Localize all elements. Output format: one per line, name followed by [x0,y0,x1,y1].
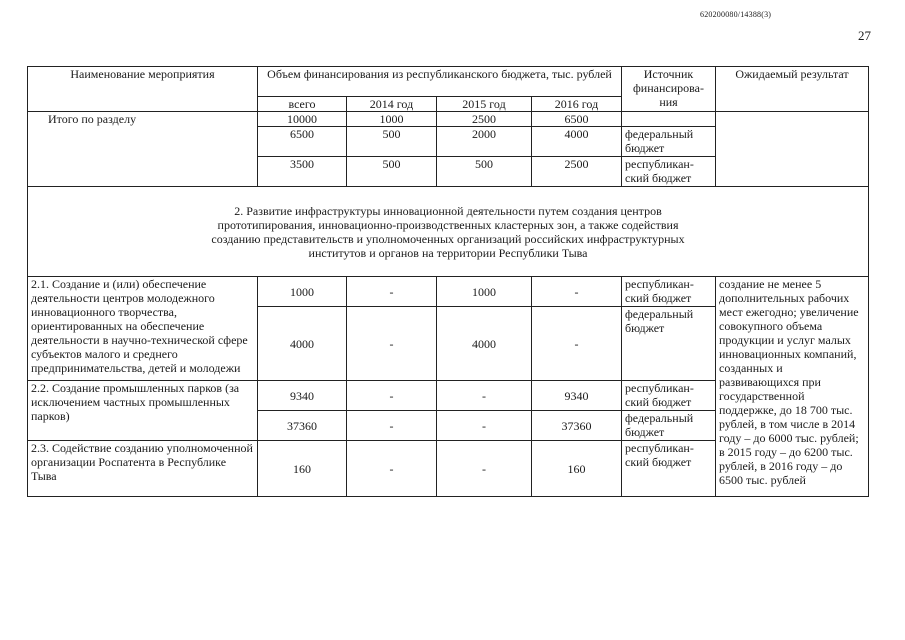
cell-2016: - [532,277,622,307]
col-header-name: Наименование мероприятия [28,67,258,112]
cell-2015: 500 [437,157,532,187]
cell-source: республикан-ский бюджет [622,157,716,187]
item-name: 2.2. Создание промышленных парков (за исключением частных промышленных парков) [28,381,258,441]
col-header-source: Источник финансирова-ния [622,67,716,112]
section-title [28,187,869,277]
col-header-result: Ожидаемый результат [716,67,869,112]
col-header-2016: 2016 год [532,97,622,112]
cell-2015: 4000 [437,307,532,381]
cell-total: 1000 [258,277,347,307]
summary-2015: 2500 [437,112,532,127]
cell-source: федеральный бюджет [622,127,716,157]
col-header-total: всего [258,97,347,112]
cell-2015: - [437,441,532,497]
cell-source: республикан-ский бюджет [622,441,716,497]
expected-result: создание не менее 5 дополнительных рабочих мест ежегодно; увеличение совокупного объема продукции и услуг малых инновационных компаний, созданных и развивающихся при государственной поддержке, до 18 700 тыс. рублей, в том числе в 2014 году – до 6000 тыс. рублей; в 2015 году – до 6200 тыс. рублей, в 2016 году – до 6500 тыс. рублей [716,277,869,497]
item-name: 2.3. Содействие созданию уполномоченной организации Роспатента в Республике Тыва [28,441,258,497]
col-header-funding: Объем финансирования из республиканского бюджета, тыс. рублей [258,67,622,97]
cell-2016: 2500 [532,157,622,187]
cell-2015: - [437,411,532,441]
document-id: 620200080/14388(3) [700,10,772,19]
summary-result-empty [716,112,869,187]
cell-2014: 500 [347,127,437,157]
cell-2014: - [347,277,437,307]
cell-source: федеральный бюджет [622,411,716,441]
summary-label: Итого по разделу [28,112,258,187]
summary-2014: 1000 [347,112,437,127]
cell-total: 37360 [258,411,347,441]
summary-total: 10000 [258,112,347,127]
cell-2014: 500 [347,157,437,187]
cell-2014: - [347,441,437,497]
col-header-2014: 2014 год [347,97,437,112]
cell-2016: 9340 [532,381,622,411]
cell-2015: 1000 [437,277,532,307]
cell-2014: - [347,307,437,381]
cell-2015: 2000 [437,127,532,157]
summary-2016: 6500 [532,112,622,127]
table-row [28,277,869,307]
cell-total: 3500 [258,157,347,187]
cell-2016: 4000 [532,127,622,157]
cell-total: 9340 [258,381,347,411]
cell-source: республикан-ский бюджет [622,381,716,411]
cell-2015: - [437,381,532,411]
cell-total: 6500 [258,127,347,157]
cell-2016: - [532,307,622,381]
cell-total: 4000 [258,307,347,381]
cell-2016: 37360 [532,411,622,441]
cell-source: федеральный бюджет [622,307,716,381]
cell-total: 160 [258,441,347,497]
cell-2014: - [347,411,437,441]
item-name: 2.1. Создание и (или) обеспечение деятельности центров молодежного инновационного творчества, ориентированных на обеспечение деятельности в научно-технической сфере субъектов малого и среднего предпринимательства, детей и молодежи [28,277,258,381]
cell-2016: 160 [532,441,622,497]
table-row [28,112,869,127]
summary-source-empty [622,112,716,127]
section-title-text: 2. Развитие инфраструктуры инновационной деятельности путем создания центров прототипирования, инновационно-производственных кластерных зон, а также содействия созданию представительств и уполномоченных организаций российских инфраструктурных институтов и органов на территории Республики Тыва [211,203,685,260]
page-number: 27 [858,28,871,43]
cell-2014: - [347,381,437,411]
col-header-2015: 2015 год [437,97,532,112]
cell-source: республикан-ский бюджет [622,277,716,307]
program-table [27,66,869,497]
